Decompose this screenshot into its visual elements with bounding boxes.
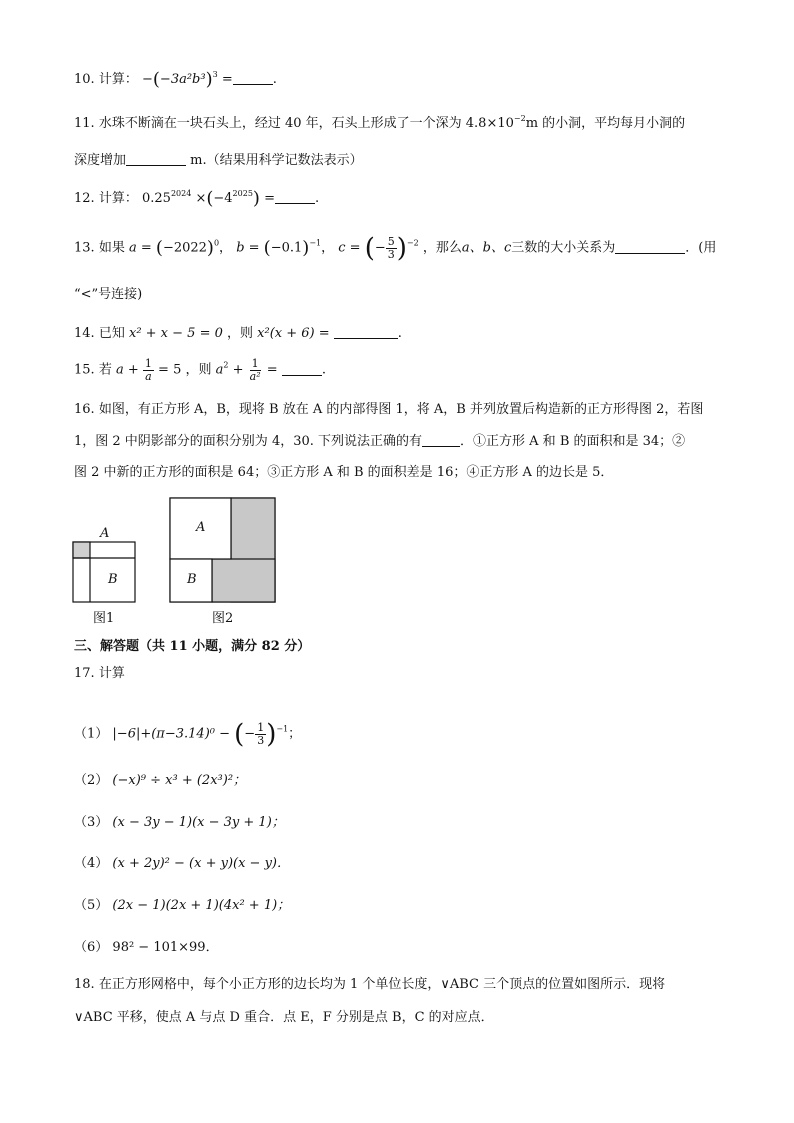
question-number: 12. [74, 191, 95, 206]
answer-blank [422, 434, 460, 447]
numerator: 5 [387, 235, 395, 248]
math-expression: −2022 [162, 240, 207, 256]
punctuation: . [314, 191, 320, 206]
math-variable: b = [236, 240, 264, 256]
q17-item-6 [74, 941, 219, 955]
equals-sign: = [221, 72, 233, 87]
math-expression: 98² − 101×99． [112, 940, 219, 955]
math-variable: c = [338, 240, 365, 256]
question-text: 在正方形网格中，每个小正方形的边长均为 1 个单位长度，∨ABC 三个顶点的位置如图所示．现将 [98, 977, 666, 992]
item-label: （6） [74, 940, 109, 955]
item-label: （2） [74, 773, 109, 788]
answer-blank [275, 191, 315, 204]
question-13-line2 [74, 288, 142, 302]
figure-2 [168, 496, 280, 626]
item-label: （1） [74, 726, 109, 742]
figure-1 [72, 526, 142, 626]
figure-caption: 图1 [93, 611, 115, 626]
exponent: −2 [513, 114, 526, 123]
question-text: 1，图 2 中阴影部分的面积分别为 4，30. 下列说法正确的有 [74, 434, 423, 449]
question-text: ．(用 [685, 240, 717, 256]
exponent: 3 [212, 70, 218, 79]
math-expression: x² + x − 5 = 0 [128, 326, 223, 341]
figure-caption: 图2 [212, 611, 234, 626]
q17-item-2 [74, 774, 246, 788]
question-text: ，则 [185, 362, 212, 378]
question-text: 若 [98, 362, 112, 378]
question-number: 14. [74, 326, 95, 341]
question-number: 17. [74, 666, 95, 681]
answer-blank [334, 326, 398, 339]
question-text: 已知 [98, 326, 125, 341]
question-text: ，那么 [422, 240, 462, 256]
math-expression: (x − 3y − 1)(x − 3y + 1)； [112, 815, 285, 830]
q17-item-3 [74, 816, 285, 830]
item-label: （3） [74, 815, 109, 830]
item-label: （4） [74, 856, 109, 871]
question-number: 18. [74, 977, 95, 992]
question-number: 10. [74, 72, 95, 87]
figure-label-a: A [196, 520, 206, 535]
section-title: 三、解答题（共 11 小题，满分 82 分） [74, 639, 311, 654]
question-11-line1 [74, 114, 686, 131]
question-18-line2 [74, 1011, 494, 1025]
answer-blank [282, 363, 322, 376]
question-text: 计算： [98, 72, 138, 87]
question-text: m.（结果用科学记数法表示） [190, 153, 363, 168]
question-text: “<”号连接) [74, 287, 143, 302]
q17-item-5 [74, 899, 290, 913]
question-15: 15. 若 a + $\frac{1}{a}$ = 5 ，则 $a^2$ + $\frac{1}{\text{a²}}$ = . [74, 357, 326, 383]
question-10: 10. 计算： $-(-3a^2b^3)^3$ = . [74, 69, 277, 90]
denominator: 3 [387, 247, 395, 261]
punctuation: . [397, 326, 402, 341]
math-expression: −4 [213, 191, 233, 206]
math-variable: a、b、c [461, 240, 512, 256]
question-text: ，则 [227, 326, 254, 341]
question-text: m 的小洞，平均每月小洞的 [525, 116, 686, 131]
question-11-line2 [74, 153, 363, 168]
figure-label-b: B [108, 572, 118, 587]
exponent: 2024 [170, 189, 192, 198]
question-text: 深度增加 [74, 153, 127, 168]
question-16-line3 [74, 466, 613, 480]
question-text: 三数的大小关系为 [511, 240, 616, 256]
exponent: 2025 [232, 189, 253, 198]
figure-2-diagram [168, 496, 280, 606]
figure-label-a: A [100, 526, 110, 541]
answer-blank [126, 153, 186, 166]
question-text: ．①正方形 A 和 B 的面积和是 34；② [460, 434, 686, 449]
question-text: 计算： [98, 191, 138, 206]
question-text: 如图，有正方形 A，B，现将 B 放在 A 的内部得图 1，将 A，B 并列放置后构造新的正方形得图 2，若图 [98, 402, 704, 417]
question-18-line1 [74, 978, 665, 992]
q17-item-4 [74, 857, 290, 871]
exponent: −2 [406, 238, 419, 248]
question-16-line2 [74, 434, 685, 449]
math-expression: (x + 2y)² − (x + y)(x − y)． [112, 856, 290, 871]
question-text: 如果 [98, 240, 125, 256]
fraction: $\frac{1}{\text{a²}}$ [249, 357, 261, 383]
question-13: 13. 如果 $a = (-2022)^0$， $b = (-0.1)^{-1}$， c = (− $\frac{5}{3}$ )$^{-2}$ ，那么a、b、c三数的大小关系为 ．(用 [74, 233, 717, 264]
math-expression: 0.25 [141, 191, 171, 206]
question-14 [74, 326, 402, 341]
fraction [386, 236, 397, 260]
math-expression: x²(x + 6) = [257, 326, 330, 341]
equals-sign: = [264, 191, 275, 206]
question-number: 11. [74, 116, 95, 131]
question-16-line1 [74, 403, 703, 417]
section-heading [74, 640, 310, 654]
math-operator: × [195, 191, 207, 206]
exponent: 0 [213, 238, 220, 248]
math-expression: |−6|+(π−3.14)⁰ − [112, 726, 230, 742]
figure-label-b: B [187, 572, 197, 587]
q17-item-1: （1） |−6|+(π−3.14)⁰ − (− $\frac{1}{3}$ )$^{-1}$； [74, 719, 302, 750]
exponent: −1 [309, 238, 322, 248]
fraction: $\frac{1}{a}$ [144, 357, 152, 383]
item-label: （5） [74, 898, 109, 913]
math-expression: −3a²b³ [159, 72, 206, 87]
question-text: 水珠不断滴在一块石头上，经过 40 年，石头上形成了一个深为 4.8×10 [98, 116, 514, 131]
question-17 [74, 667, 125, 681]
question-number: 16. [74, 402, 95, 417]
answer-blank [615, 241, 685, 254]
math-expression: − [141, 72, 153, 87]
math-expression: −0.1 [270, 240, 303, 256]
question-text: 计算 [98, 666, 125, 681]
answer-blank [233, 72, 273, 85]
question-text: ∨ABC 平移，使点 A 与点 D 重合．点 E，F 分别是点 B，C 的对应点． [74, 1010, 494, 1025]
fraction: $\frac{1}{3}$ [257, 721, 265, 747]
punctuation: . [321, 362, 326, 378]
question-12: 12. 计算： $0.25^{2024} \times(-4^{2025})$ = . [74, 188, 320, 209]
question-text: 图 2 中新的正方形的面积是 64；③正方形 A 和 B 的面积差是 16；④正方形 A 的边长是 5． [74, 465, 614, 480]
math-variable: a = [128, 240, 156, 256]
math-expression: (2x − 1)(2x + 1)(4x² + 1)； [112, 898, 291, 913]
math-expression: (−x)⁹ ÷ x³ + (2x³)²； [112, 773, 247, 788]
question-number: 15. [74, 362, 95, 378]
question-number: 13. [74, 240, 95, 256]
